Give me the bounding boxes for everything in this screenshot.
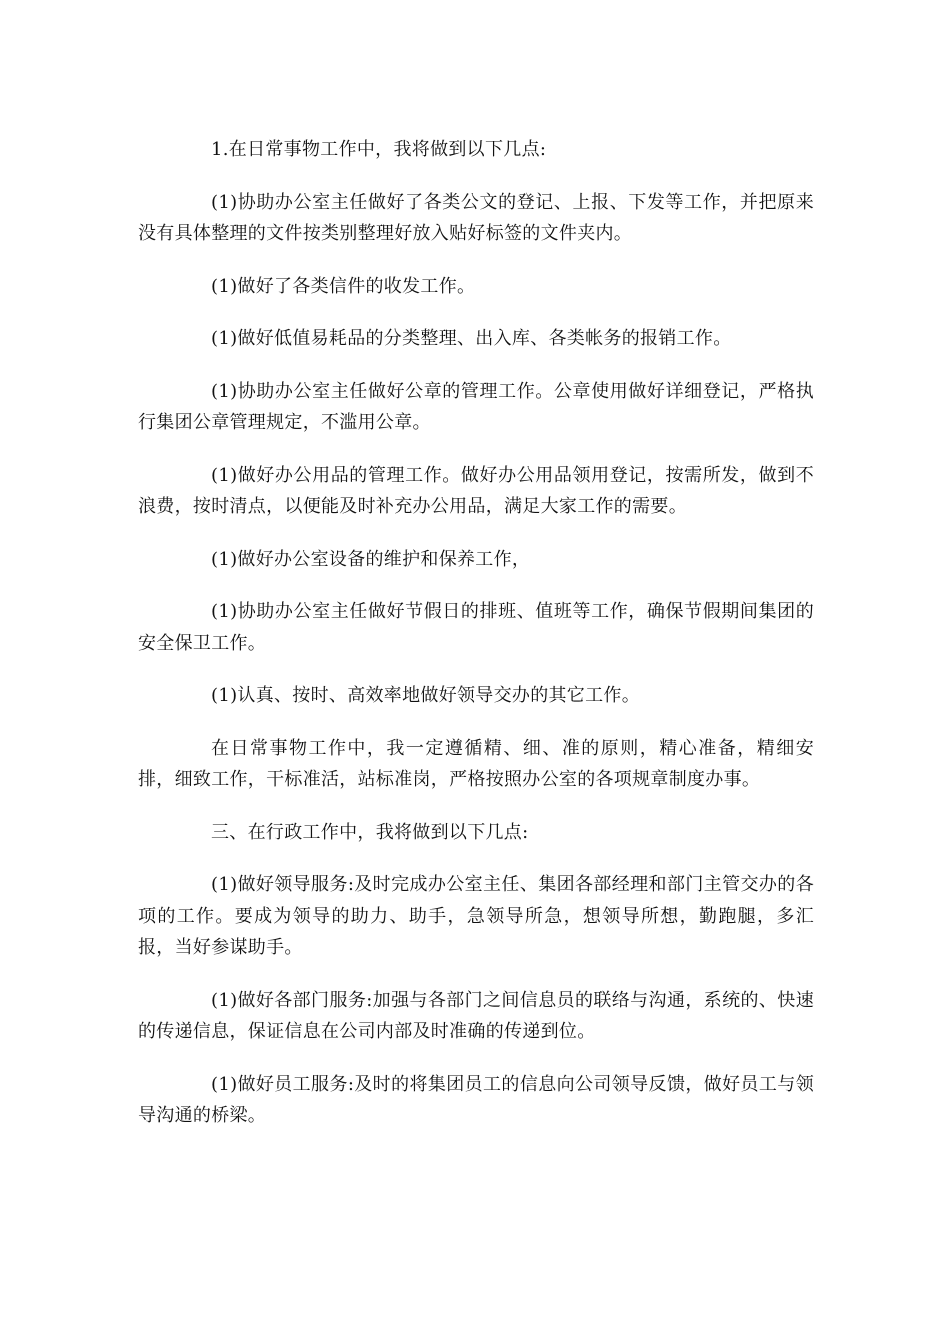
paragraph-6: (1)做好办公用品的管理工作。做好办公用品领用登记，按需所发，做到不浪费，按时清点，以便能及时补充办公用品，满足大家工作的需要。	[138, 464, 814, 517]
paragraph-3: (1)做好了各类信件的收发工作。	[211, 275, 476, 297]
paragraph-9: (1)认真、按时、高效率地做好领导交办的其它工作。	[211, 685, 640, 706]
paragraph-2: (1)协助办公室主任做好了各类公文的登记、上报、下发等工作，并把原来没有具体整理的文件按类别整理好放入贴好标签的文件夹内。	[138, 191, 814, 244]
paragraph-11: 三、在行政工作中，我将做到以下几点:	[211, 821, 529, 843]
document-body	[138, 134, 814, 1153]
paragraph-10: 在日常事物工作中，我一定遵循精、细、准的原则，精心准备，精细安排，细致工作，干标准活，站标准岗，严格按照办公室的各项规章制度办事。	[138, 737, 814, 790]
paragraph-8: (1)协助办公室主任做好节假日的排班、值班等工作，确保节假期间集团的安全保卫工作。	[138, 601, 814, 654]
paragraph-5: (1)协助办公室主任做好公章的管理工作。公章使用做好详细登记，严格执行集团公章管理规定，不滥用公章。	[138, 380, 814, 433]
paragraph-13: (1)做好各部门服务:加强与各部门之间信息员的联络与沟通，系统的、快速的传递信息，保证信息在公司内部及时准确的传递到位。	[138, 989, 814, 1042]
paragraph-4: (1)做好低值易耗品的分类整理、出入库、各类帐务的报销工作。	[211, 328, 732, 349]
paragraph-14: (1)做好员工服务:及时的将集团员工的信息向公司领导反馈，做好员工与领导沟通的桥梁。	[138, 1073, 814, 1126]
paragraph-12: (1)做好领导服务:及时完成办公室主任、集团各部经理和部门主管交办的各项的工作。要成为领导的助力、助手，急领导所急，想领导所想，勤跑腿，多汇报，当好参谋助手。	[138, 874, 814, 958]
paragraph-7: (1)做好办公室设备的维护和保养工作，	[211, 548, 531, 570]
paragraph-1: 1.在日常事物工作中，我将做到以下几点:	[211, 139, 547, 160]
